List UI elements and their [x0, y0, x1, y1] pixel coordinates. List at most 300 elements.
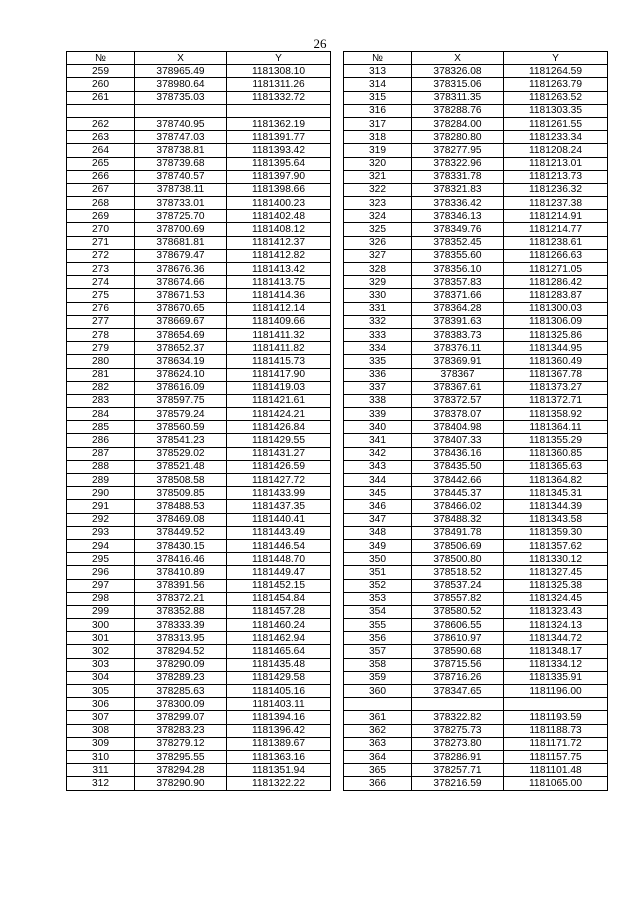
y-coordinate-cell: 1181429.55	[227, 434, 331, 447]
point-number-cell: 355	[344, 619, 412, 632]
x-coordinate-cell: 378257.71	[412, 764, 504, 777]
y-coordinate-cell: 1181213.73	[504, 170, 608, 183]
point-number-cell: 362	[344, 724, 412, 737]
y-coordinate-cell: 1181171.72	[504, 737, 608, 750]
table-row	[344, 223, 608, 236]
table-row	[344, 144, 608, 157]
point-number-cell: 342	[344, 447, 412, 460]
y-coordinate-cell: 1181389.67	[227, 737, 331, 750]
x-coordinate-cell: 378352.45	[412, 236, 504, 249]
header-x: X	[412, 52, 504, 65]
x-coordinate-cell: 378295.55	[135, 750, 227, 763]
table-row	[344, 447, 608, 460]
y-coordinate-cell: 1181412.37	[227, 236, 331, 249]
table-row	[67, 526, 331, 539]
point-number-cell: 317	[344, 117, 412, 130]
point-number-cell: 310	[67, 750, 135, 763]
table-row	[67, 645, 331, 658]
point-number-cell: 308	[67, 724, 135, 737]
point-number-cell	[344, 698, 412, 711]
point-number-cell: 320	[344, 157, 412, 170]
x-coordinate-cell: 378275.73	[412, 724, 504, 737]
point-number-cell: 359	[344, 671, 412, 684]
point-number-cell: 299	[67, 605, 135, 618]
y-coordinate-cell: 1181196.00	[504, 685, 608, 698]
point-number-cell: 316	[344, 104, 412, 117]
table-row	[67, 368, 331, 381]
x-coordinate-cell: 378679.47	[135, 249, 227, 262]
y-coordinate-cell: 1181413.75	[227, 276, 331, 289]
y-coordinate-cell: 1181303.35	[504, 104, 608, 117]
table-row	[344, 658, 608, 671]
y-coordinate-cell: 1181365.63	[504, 460, 608, 473]
point-number-cell: 329	[344, 276, 412, 289]
table-row	[344, 553, 608, 566]
x-coordinate-cell: 378980.64	[135, 78, 227, 91]
x-coordinate-cell: 378681.81	[135, 236, 227, 249]
point-number-cell: 327	[344, 249, 412, 262]
y-coordinate-cell: 1181462.94	[227, 632, 331, 645]
point-number-cell: 339	[344, 408, 412, 421]
point-number-cell: 338	[344, 394, 412, 407]
x-coordinate-cell: 378610.97	[412, 632, 504, 645]
point-number-cell: 297	[67, 579, 135, 592]
x-coordinate-cell: 378541.23	[135, 434, 227, 447]
point-number-cell: 281	[67, 368, 135, 381]
y-coordinate-cell: 1181403.11	[227, 698, 331, 711]
y-coordinate-cell: 1181357.62	[504, 539, 608, 552]
point-number-cell: 319	[344, 144, 412, 157]
point-number-cell: 260	[67, 78, 135, 91]
x-coordinate-cell	[135, 104, 227, 117]
y-coordinate-cell: 1181427.72	[227, 474, 331, 487]
table-row	[67, 737, 331, 750]
x-coordinate-cell: 378740.57	[135, 170, 227, 183]
y-coordinate-cell: 1181335.91	[504, 671, 608, 684]
table-row	[344, 500, 608, 513]
table-row	[344, 276, 608, 289]
table-row	[344, 328, 608, 341]
y-coordinate-cell: 1181324.13	[504, 619, 608, 632]
x-coordinate-cell: 378466.02	[412, 500, 504, 513]
table-row	[67, 698, 331, 711]
y-coordinate-cell: 1181344.72	[504, 632, 608, 645]
table-row	[67, 263, 331, 276]
table-row	[67, 579, 331, 592]
x-coordinate-cell: 378410.89	[135, 566, 227, 579]
y-coordinate-cell: 1181412.82	[227, 249, 331, 262]
table-row	[67, 777, 331, 790]
y-coordinate-cell: 1181213.01	[504, 157, 608, 170]
x-coordinate-cell: 378733.01	[135, 197, 227, 210]
table-row	[67, 434, 331, 447]
x-coordinate-cell: 378349.76	[412, 223, 504, 236]
x-coordinate-cell: 378488.53	[135, 500, 227, 513]
point-number-cell: 296	[67, 566, 135, 579]
table-row	[67, 236, 331, 249]
x-coordinate-cell: 378311.35	[412, 91, 504, 104]
y-coordinate-cell: 1181300.03	[504, 302, 608, 315]
point-number-cell: 363	[344, 737, 412, 750]
y-coordinate-cell: 1181431.27	[227, 447, 331, 460]
y-coordinate-cell: 1181452.15	[227, 579, 331, 592]
x-coordinate-cell: 378700.69	[135, 223, 227, 236]
point-number-cell: 276	[67, 302, 135, 315]
x-coordinate-cell: 378290.90	[135, 777, 227, 790]
point-number-cell: 285	[67, 421, 135, 434]
x-coordinate-cell: 378279.12	[135, 737, 227, 750]
table-row	[67, 619, 331, 632]
y-coordinate-cell: 1181408.12	[227, 223, 331, 236]
y-coordinate-cell: 1181393.42	[227, 144, 331, 157]
point-number-cell: 341	[344, 434, 412, 447]
table-row	[344, 78, 608, 91]
table-row	[344, 368, 608, 381]
y-coordinate-cell: 1181396.42	[227, 724, 331, 737]
x-coordinate-cell: 378491.78	[412, 526, 504, 539]
y-coordinate-cell: 1181367.78	[504, 368, 608, 381]
point-number-cell: 322	[344, 183, 412, 196]
x-coordinate-cell: 378364.28	[412, 302, 504, 315]
y-coordinate-cell: 1181364.11	[504, 421, 608, 434]
x-coordinate-cell: 378469.08	[135, 513, 227, 526]
x-coordinate-cell: 378313.95	[135, 632, 227, 645]
page-number: 26	[313, 36, 327, 51]
x-coordinate-cell: 378670.65	[135, 302, 227, 315]
x-coordinate-cell: 378286.91	[412, 750, 504, 763]
table-row	[67, 289, 331, 302]
x-coordinate-cell: 378372.57	[412, 394, 504, 407]
x-coordinate-cell: 378315.06	[412, 78, 504, 91]
x-coordinate-cell: 378357.83	[412, 276, 504, 289]
y-coordinate-cell: 1181351.94	[227, 764, 331, 777]
point-number-cell: 269	[67, 210, 135, 223]
x-coordinate-cell: 378283.23	[135, 724, 227, 737]
table-row	[67, 210, 331, 223]
point-number-cell: 307	[67, 711, 135, 724]
y-coordinate-cell: 1181409.66	[227, 315, 331, 328]
header-y: Y	[504, 52, 608, 65]
point-number-cell: 261	[67, 91, 135, 104]
y-coordinate-cell: 1181429.58	[227, 671, 331, 684]
table-row	[344, 342, 608, 355]
point-number-cell: 314	[344, 78, 412, 91]
table-row	[344, 315, 608, 328]
x-coordinate-cell: 378442.66	[412, 474, 504, 487]
table-row	[67, 592, 331, 605]
y-coordinate-cell: 1181440.41	[227, 513, 331, 526]
x-coordinate-cell: 378326.08	[412, 65, 504, 78]
point-number-cell: 290	[67, 487, 135, 500]
point-number-cell: 364	[344, 750, 412, 763]
y-coordinate-cell: 1181397.90	[227, 170, 331, 183]
table-row	[344, 513, 608, 526]
y-coordinate-cell: 1181372.71	[504, 394, 608, 407]
table-row	[67, 605, 331, 618]
header-number: №	[67, 52, 135, 65]
y-coordinate-cell: 1181101.48	[504, 764, 608, 777]
x-coordinate-cell: 378372.21	[135, 592, 227, 605]
y-coordinate-cell: 1181263.79	[504, 78, 608, 91]
table-row	[344, 619, 608, 632]
point-number-cell: 278	[67, 328, 135, 341]
x-coordinate-cell: 378407.33	[412, 434, 504, 447]
point-number-cell: 318	[344, 131, 412, 144]
y-coordinate-cell: 1181449.47	[227, 566, 331, 579]
point-number-cell: 340	[344, 421, 412, 434]
x-coordinate-cell: 378715.56	[412, 658, 504, 671]
y-coordinate-cell: 1181263.52	[504, 91, 608, 104]
x-coordinate-cell: 378299.07	[135, 711, 227, 724]
y-coordinate-cell: 1181437.35	[227, 500, 331, 513]
point-number-cell: 349	[344, 539, 412, 552]
point-number-cell: 264	[67, 144, 135, 157]
y-coordinate-cell: 1181426.59	[227, 460, 331, 473]
y-coordinate-cell: 1181400.23	[227, 197, 331, 210]
x-coordinate-cell: 378654.69	[135, 328, 227, 341]
y-coordinate-cell: 1181359.30	[504, 526, 608, 539]
table-row	[344, 394, 608, 407]
x-coordinate-cell: 378676.36	[135, 263, 227, 276]
table-row	[67, 421, 331, 434]
y-coordinate-cell: 1181193.59	[504, 711, 608, 724]
table-row	[67, 302, 331, 315]
point-number-cell: 350	[344, 553, 412, 566]
table-row	[344, 645, 608, 658]
x-coordinate-cell: 378606.55	[412, 619, 504, 632]
table-row	[67, 408, 331, 421]
point-number-cell: 304	[67, 671, 135, 684]
x-coordinate-cell: 378391.56	[135, 579, 227, 592]
x-coordinate-cell: 378597.75	[135, 394, 227, 407]
y-coordinate-cell: 1181214.91	[504, 210, 608, 223]
table-row	[67, 104, 331, 117]
x-coordinate-cell: 378288.76	[412, 104, 504, 117]
x-coordinate-cell: 378294.28	[135, 764, 227, 777]
y-coordinate-cell: 1181334.12	[504, 658, 608, 671]
y-coordinate-cell: 1181266.63	[504, 249, 608, 262]
x-coordinate-cell: 378355.60	[412, 249, 504, 262]
y-coordinate-cell: 1181398.66	[227, 183, 331, 196]
point-number-cell: 348	[344, 526, 412, 539]
point-number-cell: 302	[67, 645, 135, 658]
x-coordinate-cell: 378445.37	[412, 487, 504, 500]
table-row	[67, 197, 331, 210]
y-coordinate-cell: 1181325.38	[504, 579, 608, 592]
table-row	[344, 381, 608, 394]
table-row	[67, 276, 331, 289]
x-coordinate-cell: 378322.96	[412, 157, 504, 170]
x-coordinate-cell: 378435.50	[412, 460, 504, 473]
table-row	[67, 539, 331, 552]
table-row	[67, 342, 331, 355]
x-coordinate-cell: 378300.09	[135, 698, 227, 711]
x-coordinate-cell: 378378.07	[412, 408, 504, 421]
table-row	[344, 777, 608, 790]
table-row	[344, 460, 608, 473]
y-coordinate-cell: 1181415.73	[227, 355, 331, 368]
table-row	[67, 183, 331, 196]
y-coordinate-cell: 1181271.05	[504, 263, 608, 276]
table-row	[344, 263, 608, 276]
table-row	[67, 355, 331, 368]
table-body-left	[67, 65, 331, 790]
header-number: №	[344, 52, 412, 65]
header-x: X	[135, 52, 227, 65]
point-number-cell: 361	[344, 711, 412, 724]
x-coordinate-cell: 378739.68	[135, 157, 227, 170]
point-number-cell: 305	[67, 685, 135, 698]
table-row	[344, 566, 608, 579]
point-number-cell: 287	[67, 447, 135, 460]
x-coordinate-cell: 378725.70	[135, 210, 227, 223]
x-coordinate-cell: 378331.78	[412, 170, 504, 183]
point-number-cell: 360	[344, 685, 412, 698]
table-row	[344, 421, 608, 434]
point-number-cell: 347	[344, 513, 412, 526]
table-row	[344, 197, 608, 210]
point-number-cell: 312	[67, 777, 135, 790]
y-coordinate-cell: 1181457.28	[227, 605, 331, 618]
point-number-cell: 356	[344, 632, 412, 645]
table-row	[67, 487, 331, 500]
point-number-cell: 284	[67, 408, 135, 421]
y-coordinate-cell: 1181465.64	[227, 645, 331, 658]
x-coordinate-cell: 378273.80	[412, 737, 504, 750]
y-coordinate-cell: 1181411.82	[227, 342, 331, 355]
point-number-cell: 294	[67, 539, 135, 552]
point-number-cell: 333	[344, 328, 412, 341]
y-coordinate-cell: 1181065.00	[504, 777, 608, 790]
point-number-cell: 283	[67, 394, 135, 407]
x-coordinate-cell: 378747.03	[135, 131, 227, 144]
x-coordinate-cell: 378367	[412, 368, 504, 381]
point-number-cell: 365	[344, 764, 412, 777]
y-coordinate-cell: 1181236.32	[504, 183, 608, 196]
point-number-cell: 352	[344, 579, 412, 592]
x-coordinate-cell: 378436.16	[412, 447, 504, 460]
table-row	[344, 724, 608, 737]
point-number-cell: 357	[344, 645, 412, 658]
table-header-row	[344, 52, 608, 65]
x-coordinate-cell: 378518.52	[412, 566, 504, 579]
point-number-cell: 311	[67, 764, 135, 777]
x-coordinate-cell: 378508.58	[135, 474, 227, 487]
table-row	[67, 474, 331, 487]
table-row	[67, 500, 331, 513]
table-row	[344, 539, 608, 552]
table-body-right	[344, 65, 608, 790]
table-row	[67, 144, 331, 157]
table-row	[67, 553, 331, 566]
point-number-cell: 295	[67, 553, 135, 566]
x-coordinate-cell: 378352.88	[135, 605, 227, 618]
table-row	[67, 566, 331, 579]
point-number-cell: 291	[67, 500, 135, 513]
y-coordinate-cell: 1181344.39	[504, 500, 608, 513]
table-row	[67, 460, 331, 473]
table-row	[344, 408, 608, 421]
y-coordinate-cell: 1181433.99	[227, 487, 331, 500]
table-row	[67, 131, 331, 144]
x-coordinate-cell: 378740.95	[135, 117, 227, 130]
x-coordinate-cell: 378580.52	[412, 605, 504, 618]
y-coordinate-cell: 1181306.09	[504, 315, 608, 328]
y-coordinate-cell: 1181208.24	[504, 144, 608, 157]
y-coordinate-cell: 1181411.32	[227, 328, 331, 341]
y-coordinate-cell: 1181311.26	[227, 78, 331, 91]
y-coordinate-cell: 1181283.87	[504, 289, 608, 302]
table-row	[67, 328, 331, 341]
y-coordinate-cell: 1181344.95	[504, 342, 608, 355]
x-coordinate-cell: 378716.26	[412, 671, 504, 684]
table-row	[344, 685, 608, 698]
point-number-cell: 358	[344, 658, 412, 671]
x-coordinate-cell: 378509.85	[135, 487, 227, 500]
point-number-cell: 262	[67, 117, 135, 130]
point-number-cell: 335	[344, 355, 412, 368]
point-number-cell: 293	[67, 526, 135, 539]
x-coordinate-cell: 378449.52	[135, 526, 227, 539]
table-row	[67, 671, 331, 684]
y-coordinate-cell: 1181238.61	[504, 236, 608, 249]
table-row	[67, 157, 331, 170]
table-row	[344, 249, 608, 262]
point-number-cell: 343	[344, 460, 412, 473]
x-coordinate-cell: 378277.95	[412, 144, 504, 157]
point-number-cell: 301	[67, 632, 135, 645]
table-row	[344, 157, 608, 170]
y-coordinate-cell: 1181327.45	[504, 566, 608, 579]
point-number-cell: 275	[67, 289, 135, 302]
point-number-cell: 282	[67, 381, 135, 394]
table-row	[67, 65, 331, 78]
x-coordinate-cell: 378488.32	[412, 513, 504, 526]
y-coordinate-cell: 1181261.55	[504, 117, 608, 130]
x-coordinate-cell: 378579.24	[135, 408, 227, 421]
x-coordinate-cell: 378284.00	[412, 117, 504, 130]
x-coordinate-cell: 378557.82	[412, 592, 504, 605]
point-number-cell: 270	[67, 223, 135, 236]
y-coordinate-cell: 1181264.59	[504, 65, 608, 78]
y-coordinate-cell: 1181424.21	[227, 408, 331, 421]
table-row	[67, 513, 331, 526]
y-coordinate-cell: 1181412.14	[227, 302, 331, 315]
table-row	[344, 210, 608, 223]
table-row	[67, 658, 331, 671]
table-row	[344, 592, 608, 605]
table-row	[344, 65, 608, 78]
point-number-cell: 336	[344, 368, 412, 381]
table-row	[67, 632, 331, 645]
table-row	[344, 355, 608, 368]
table-row	[344, 711, 608, 724]
table-row	[344, 183, 608, 196]
x-coordinate-cell: 378735.03	[135, 91, 227, 104]
x-coordinate-cell: 378634.19	[135, 355, 227, 368]
y-coordinate-cell: 1181157.75	[504, 750, 608, 763]
table-header-row	[67, 52, 331, 65]
point-number-cell: 366	[344, 777, 412, 790]
table-row	[344, 131, 608, 144]
x-coordinate-cell: 378521.48	[135, 460, 227, 473]
table-row	[344, 487, 608, 500]
point-number-cell: 289	[67, 474, 135, 487]
point-number-cell: 259	[67, 65, 135, 78]
x-coordinate-cell: 378280.80	[412, 131, 504, 144]
y-coordinate-cell: 1181322.22	[227, 777, 331, 790]
point-number-cell: 332	[344, 315, 412, 328]
